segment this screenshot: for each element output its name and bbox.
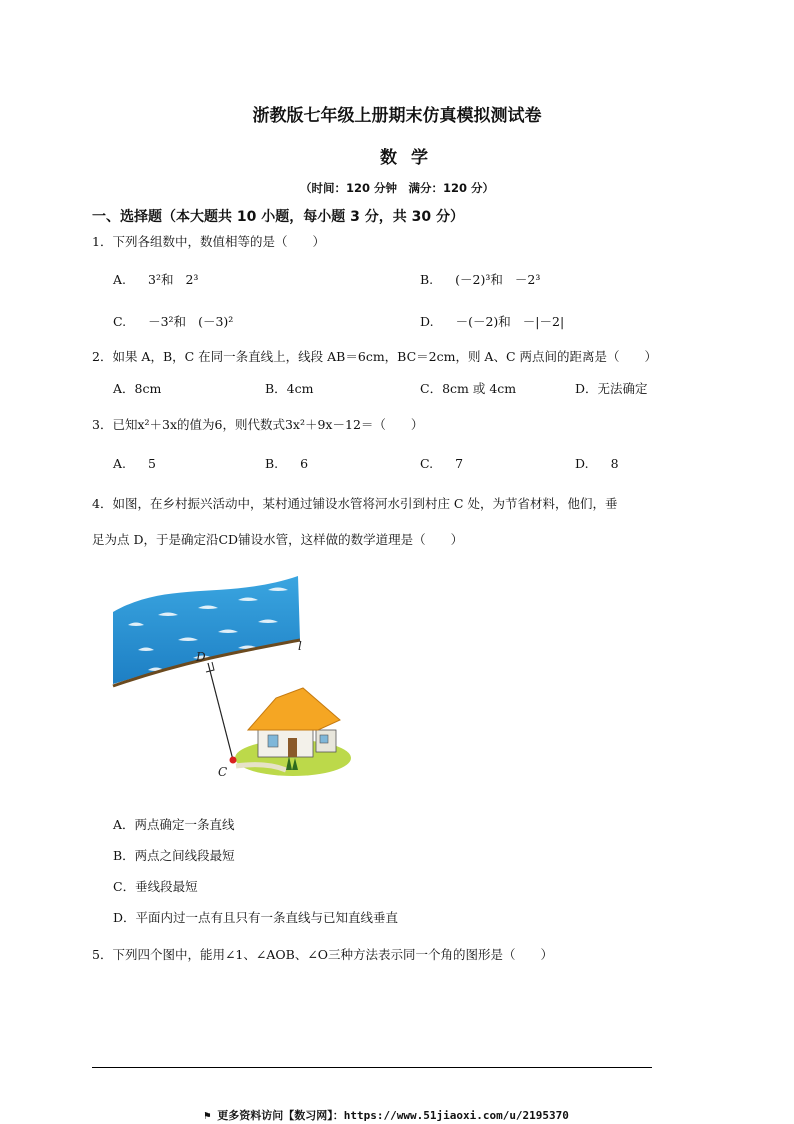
- q4-stem-line1: 4．如图，在乡村振兴活动中，某村通过铺设水管将河水引到村庄 C 处，为节省材料，他们，垂: [92, 496, 618, 511]
- q1-option-a: A. 3²和 2³: [113, 272, 199, 287]
- river: [113, 576, 300, 684]
- q2-option-c: C．8cm 或 4cm: [420, 381, 517, 396]
- q1-option-c: C. －3²和 (－3)²: [113, 314, 234, 329]
- footer-link[interactable]: [204, 1107, 569, 1123]
- q3-option-b: B. 6: [265, 456, 309, 471]
- q4-option-d: D．平面内过一点有且只有一条直线与已知直线垂直: [113, 910, 399, 925]
- segment-cd: [208, 663, 233, 760]
- flag-icon: ⚑: [204, 1109, 218, 1122]
- point-c: [230, 757, 237, 764]
- q2-stem: 2．如果 A，B，C 在同一条直线上，线段 AB＝6cm，BC＝2cm，则 A、C 两点间的距离是（ ）: [92, 349, 657, 364]
- q4-option-b: B．两点之间线段最短: [113, 848, 235, 863]
- label-l: l: [298, 639, 302, 653]
- q4-option-a: A．两点确定一条直线: [113, 817, 235, 832]
- q3-option-a: A. 5: [113, 456, 156, 471]
- river-village-figure: [108, 570, 354, 786]
- q3-option-d: D. 8: [575, 456, 619, 471]
- q1-option-b: B. (－2)³和 －2³: [420, 272, 541, 287]
- subject-title: 数学: [380, 148, 442, 168]
- exam-info: （时间：120 分钟 满分：120 分）: [299, 181, 495, 195]
- q1-stem: 1．下列各组数中，数值相等的是（ ）: [92, 234, 325, 249]
- q2-option-a: A．8cm: [113, 381, 162, 396]
- q4-option-c: C．垂线段最短: [113, 879, 198, 894]
- q1-option-d: D. －(－2)和 －|－2|: [420, 314, 565, 329]
- q3-stem: 3．已知x²＋3x的值为6，则代数式3x²＋9x－12＝（ ）: [92, 417, 424, 432]
- footer-text: 更多资料访问【数习网】：https://www.51jiaoxi.com/u/2195370: [217, 1109, 569, 1122]
- q2-option-b: B．4cm: [265, 381, 314, 396]
- section-heading: 一、选择题（本大题共 10 小题，每小题 3 分，共 30 分）: [92, 209, 464, 225]
- footer-divider: [92, 1067, 652, 1068]
- right-angle-mark: [206, 662, 214, 672]
- page-title: 浙教版七年级上册期末仿真模拟测试卷: [252, 106, 542, 126]
- house: [248, 688, 340, 757]
- label-d: D: [196, 650, 206, 664]
- q5-stem: 5．下列四个图中，能用∠1、∠AOB、∠O三种方法表示同一个角的图形是（ ）: [92, 947, 554, 962]
- q3-option-c: C. 7: [420, 456, 464, 471]
- q2-option-d: D．无法确定: [575, 381, 648, 396]
- q4-stem-line2: 足为点 D，于是确定沿CD铺设水管，这样做的数学道理是（ ）: [92, 532, 464, 547]
- label-c: C: [218, 765, 228, 779]
